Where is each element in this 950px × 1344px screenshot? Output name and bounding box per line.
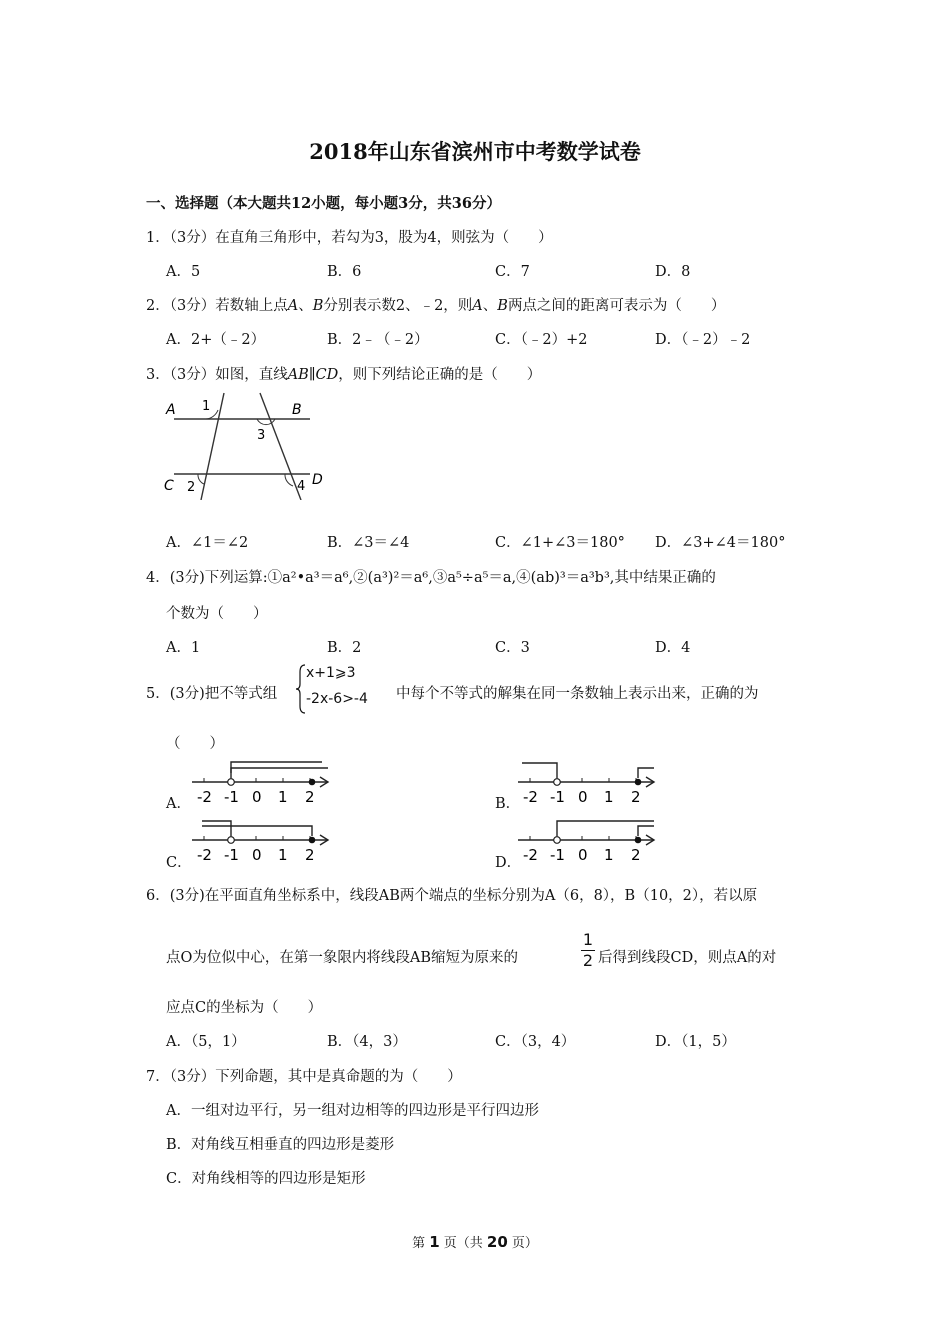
question-5-stem-post: 中每个不等式的解集在同一条数轴上表示出来，正确的为 (396, 686, 759, 702)
question-6-line-1: 6．(3分)在平面直角坐标系中，线段AB两个端点的坐标分别为A（6，8），B（10，2），若以原 (146, 888, 758, 904)
svg-text:2: 2 (305, 788, 315, 806)
question-2-stem: 2．（3分）若数轴上点A、B分别表示数2、﹣2，则A、B两点之间的距离可表示为（ ） (146, 298, 726, 314)
option-c: C．对角线相等的四边形是矩形 (166, 1171, 366, 1187)
number-line-d (514, 814, 662, 864)
section-heading: 一、选择题（本大题共12小题，每小题3分，共36分） (146, 195, 501, 212)
question-3-stem: 3．（3分）如图，直线AB∥CD，则下列结论正确的是（ ） (146, 367, 542, 383)
svg-text:-1: -1 (224, 788, 239, 806)
option-c: C．（3，4） (495, 1034, 576, 1050)
option-c: C．∠1+∠3＝180° (495, 535, 625, 551)
question-6-line-2-post: 后得到线段CD，则点A的对 (598, 950, 777, 966)
label-b: B (292, 402, 302, 418)
option-c: C． (166, 855, 192, 871)
option-a: A．5 (166, 264, 201, 280)
inequality-1: x+1⩾3 (306, 665, 356, 681)
svg-text:1: 1 (278, 788, 288, 806)
fraction-denominator: 2 (582, 951, 594, 970)
option-d: D．∠3+∠4＝180° (655, 535, 786, 551)
option-a: A．1 (166, 640, 201, 656)
svg-text:-1: -1 (550, 788, 565, 806)
fraction-one-half (580, 930, 596, 971)
option-c: C．3 (495, 640, 530, 656)
page-footer: 第 1 页（共 20 页） (412, 1233, 538, 1251)
number-line-c (188, 814, 336, 864)
svg-text:-2: -2 (197, 846, 212, 864)
angle-4-label: 4 (297, 479, 306, 494)
total-pages: 20 (486, 1233, 508, 1251)
option-a: A．∠1＝∠2 (166, 535, 249, 551)
svg-text:2: 2 (631, 788, 641, 806)
angle-1-label: 1 (202, 399, 211, 414)
svg-text:-2: -2 (197, 788, 212, 806)
svg-text:2: 2 (305, 846, 315, 864)
option-a: A．2+（﹣2） (166, 332, 266, 348)
svg-text:1: 1 (604, 788, 614, 806)
option-a: A．（5，1） (166, 1034, 246, 1050)
number-line-a (188, 756, 336, 806)
label-a: A (166, 402, 176, 418)
question-7-stem: 7．（3分）下列命题，其中是真命题的为（ ） (146, 1069, 462, 1085)
svg-text:-1: -1 (550, 846, 565, 864)
svg-text:0: 0 (252, 846, 262, 864)
svg-text:2: 2 (631, 846, 641, 864)
number-line-b (514, 756, 662, 806)
svg-text:-1: -1 (224, 846, 239, 864)
label-d: D (312, 472, 323, 488)
option-d: D．8 (655, 264, 691, 280)
label-c: C (164, 478, 174, 494)
option-a: A．一组对边平行，另一组对边相等的四边形是平行四边形 (166, 1103, 539, 1119)
question-4-line-1: 4．(3分)下列运算:①a²•a³＝a⁶,②(a³)²＝a⁶,③a⁵÷a⁵＝a,④(ab)³＝a³b³,其中结果正确的 (146, 570, 716, 586)
option-b: B．（4，3） (327, 1034, 407, 1050)
option-c: C．（﹣2）+2 (495, 332, 588, 348)
option-d: D． (495, 855, 522, 871)
inequality-system (296, 664, 396, 714)
inequality-2: -2x-6>-4 (306, 691, 368, 707)
fraction-numerator: 1 (582, 930, 594, 949)
question-4-line-2: 个数为（ ） (166, 606, 268, 622)
page-number: 1 (429, 1233, 440, 1251)
svg-text:-2: -2 (523, 846, 538, 864)
question-5-paren: （ ） (166, 736, 224, 752)
angle-2-label: 2 (187, 480, 196, 495)
svg-text:0: 0 (578, 846, 588, 864)
svg-text:0: 0 (252, 788, 262, 806)
option-b: B．对角线互相垂直的四边形是菱形 (166, 1137, 395, 1153)
option-b: B．2 (327, 640, 362, 656)
option-b: B．2﹣（﹣2） (327, 332, 429, 348)
option-b: B． (495, 796, 521, 812)
parallel-lines-figure (160, 388, 340, 500)
option-c: C．7 (495, 264, 530, 280)
option-b: B．∠3＝∠4 (327, 535, 410, 551)
option-d: D．4 (655, 640, 691, 656)
question-6-line-3: 应点C的坐标为（ ） (166, 1000, 323, 1016)
svg-text:1: 1 (278, 846, 288, 864)
svg-text:0: 0 (578, 788, 588, 806)
question-6-line-2-pre: 点O为位似中心，在第一象限内将线段AB缩短为原来的 (166, 950, 519, 966)
option-d: D．（1，5） (655, 1034, 736, 1050)
svg-text:-2: -2 (523, 788, 538, 806)
question-5-stem-pre: 5．(3分)把不等式组 (146, 686, 278, 702)
left-brace-icon (296, 664, 306, 714)
svg-text:1: 1 (604, 846, 614, 864)
question-1-stem: 1．（3分）在直角三角形中，若勾为3，股为4，则弦为（ ） (146, 230, 553, 246)
angle-3-label: 3 (257, 428, 266, 443)
page-title: 2018年山东省滨州市中考数学试卷 (309, 139, 641, 164)
option-b: B．6 (327, 264, 362, 280)
option-a: A． (166, 796, 191, 812)
option-d: D．（﹣2）﹣2 (655, 332, 751, 348)
